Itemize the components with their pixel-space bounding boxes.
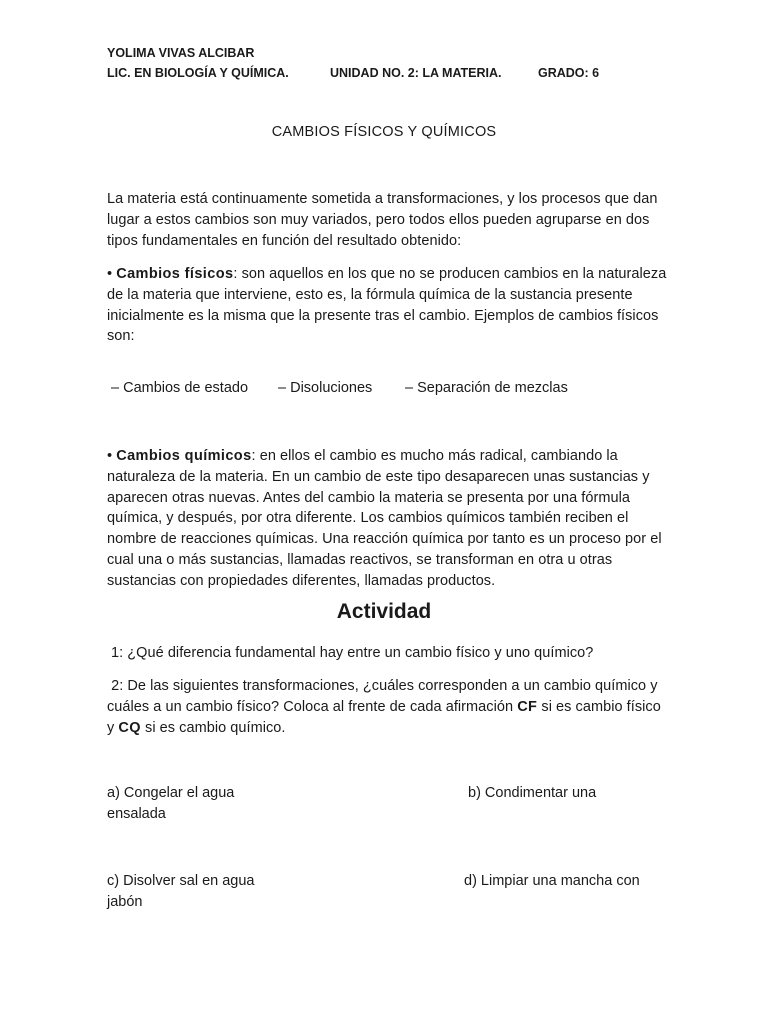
item-d: d) Limpiar una mancha con [464,873,640,889]
physical-changes-text: : son aquellos en los que no se producen cambios en la naturaleza de la materia que interviene, esto es, la fórmula química de la sustancia presente inicialmente es la misma que la presente tras el cambio. Ejemplos de cambios físicos son: [107,266,667,345]
item-d-continuation: jabón [107,894,143,910]
item-b-continuation: ensalada [107,806,166,822]
activity-title: Actividad [336,600,432,623]
item-c: c) Disolver sal en agua [107,873,255,889]
item-b: b) Condimentar una [468,785,597,801]
chemical-changes-term: Cambios químicos [116,448,252,464]
question-2-text-c: si es cambio químico. [140,719,286,736]
bullet: • [107,448,117,464]
physical-changes-term: Cambios físicos [116,266,234,282]
intro-paragraph: La materia está continuamente sometida a transformaciones, y los procesos que dan lugar a estos cambios son muy variados, pero todos ellos pueden agruparse en dos tipos fundamentales en función del resultado obtenido: [107,191,658,249]
header-author: YOLIMA VIVAS ALCIBAR [107,46,255,60]
page-title: CAMBIOS FÍSICOS Y QUÍMICOS [271,124,497,140]
example-item: – Cambios de estado [111,380,249,396]
question-2-text-b: si es cambio físico y [107,698,661,736]
cq-label: CQ [118,719,141,736]
question-2 [107,676,667,738]
chemical-changes-text: : en ellos el cambio es mucho más radical, cambiando la naturaleza de la materia. En un cambio de este tipo desaparecen unas sustancias y aparecen otras nuevas. Antes del cambio la materia se presenta por una fórmula química, y después, por otra diferente. Los cambios químicos también reciben el nombre de reacciones químicas. Una reacción química por tanto es un proceso por el cual una o más sustancias, llamadas reactivos, se transforman en otra u otras sustancias con propiedades diferentes, llamadas productos. [107,448,662,589]
example-item: – Disoluciones [278,380,373,396]
example-item: – Separación de mezclas [405,380,568,396]
item-a: a) Congelar el agua [107,785,235,801]
chemical-changes-paragraph [107,446,667,592]
header-grade: GRADO: 6 [538,66,600,80]
header-degree: LIC. EN BIOLOGÍA Y QUÍMICA. [107,66,289,80]
question-2-text-a: 2: De las siguientes transformaciones, ¿cuáles corresponden a un cambio químico y cuáles a un cambio físico? Coloca al frente de cada afirmación [107,678,658,715]
header-unit: UNIDAD NO. 2: LA MATERIA. [330,66,502,80]
physical-changes-paragraph [107,264,667,347]
question-1: 1: ¿Qué diferencia fundamental hay entre un cambio físico y uno químico? [111,645,594,661]
cf-label: CF [517,698,538,715]
bullet: • [107,266,117,282]
